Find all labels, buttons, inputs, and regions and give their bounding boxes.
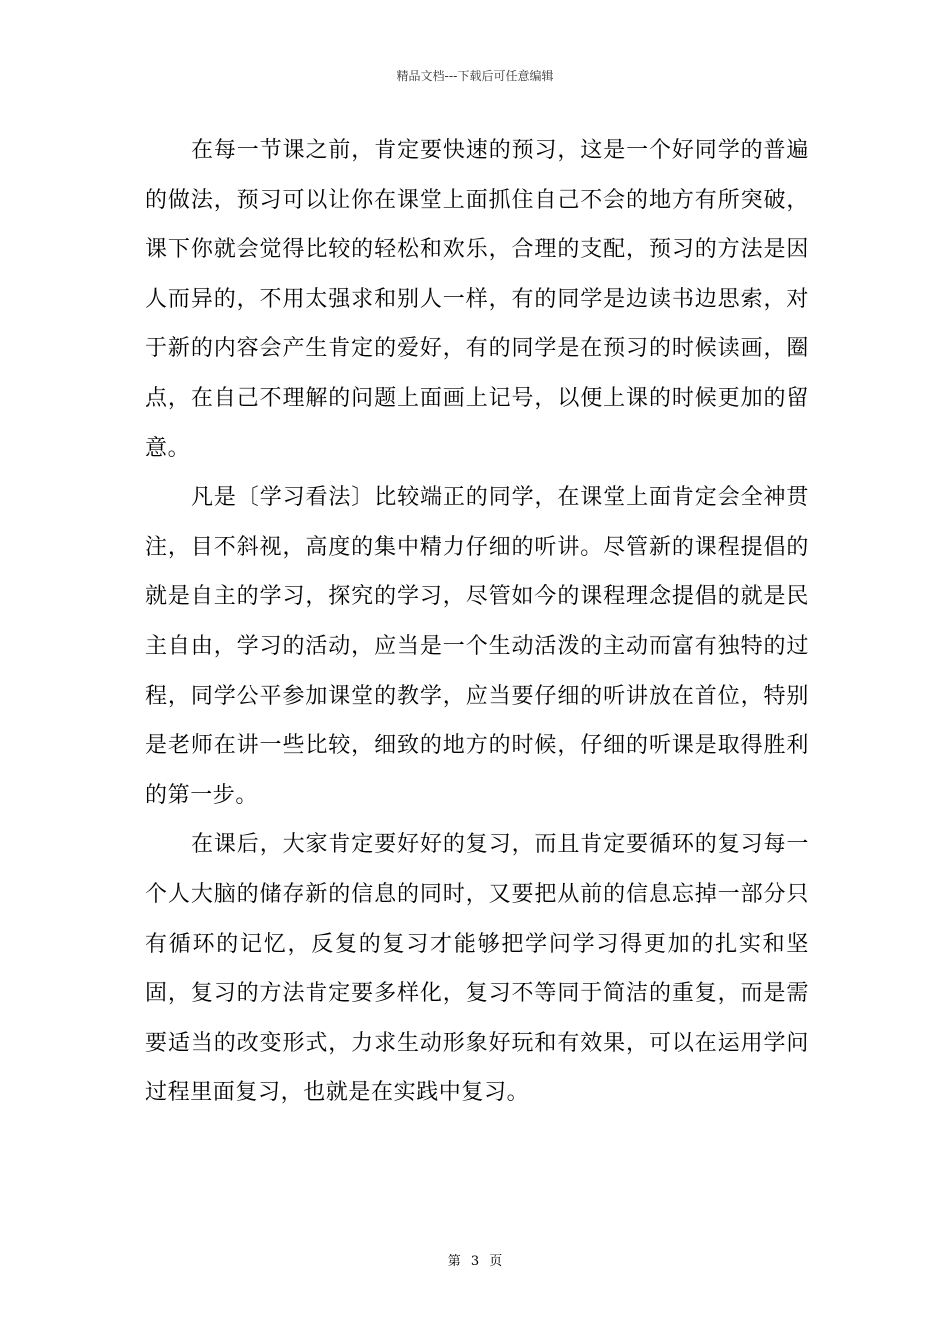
page-number-prefix: 第 bbox=[447, 1254, 461, 1269]
body-text bbox=[145, 126, 809, 1118]
page-footer bbox=[0, 1254, 950, 1270]
page-header: 精品文档---下载后可任意编辑 bbox=[396, 69, 554, 83]
page-number-suffix: 页 bbox=[489, 1254, 503, 1269]
page-number: 3 bbox=[470, 1254, 480, 1269]
paragraph-review: 在课后，大家肯定要好好的复习，而且肯定要循环的复习每一个人大脑的储存新的信息的同时，又要把从前的信息忘掉一部分只有循环的记忆，反复的复习才能够把学问学习得更加的扎实和坚固，复习的方法肯定要多样化，复习不等同于简洁的重复，而是需要适当的改变形式，力求生动形象好玩和有效果，可以在运用学问过程里面复习，也就是在实践中复习。 bbox=[145, 832, 809, 1106]
paragraph-attention: 凡是〔学习看法〕比较端正的同学，在课堂上面肯定会全神贯注，目不斜视，高度的集中精力仔细的听讲。尽管新的课程提倡的就是自主的学习，探究的学习，尽管如今的课程理念提倡的就是民主自由，学习的活动，应当是一个生动活泼的主动而富有独特的过程，同学公平参加课堂的教学，应当要仔细的听讲放在首位，特别是老师在讲一些比较，细致的地方的时候，仔细的听课是取得胜利的第一步。 bbox=[145, 485, 809, 808]
paragraph-preview: 在每一节课之前，肯定要快速的预习，这是一个好同学的普遍的做法，预习可以让你在课堂上面抓住自己不会的地方有所突破，课下你就会觉得比较的轻松和欢乐，合理的支配，预习的方法是因人而异的，不用太强求和别人一样，有的同学是边读书边思索，对于新的内容会产生肯定的爱好，有的同学是在预习的时候读画，圈点，在自己不理解的问题上面画上记号，以便上课的时候更加的留意。 bbox=[145, 138, 809, 461]
